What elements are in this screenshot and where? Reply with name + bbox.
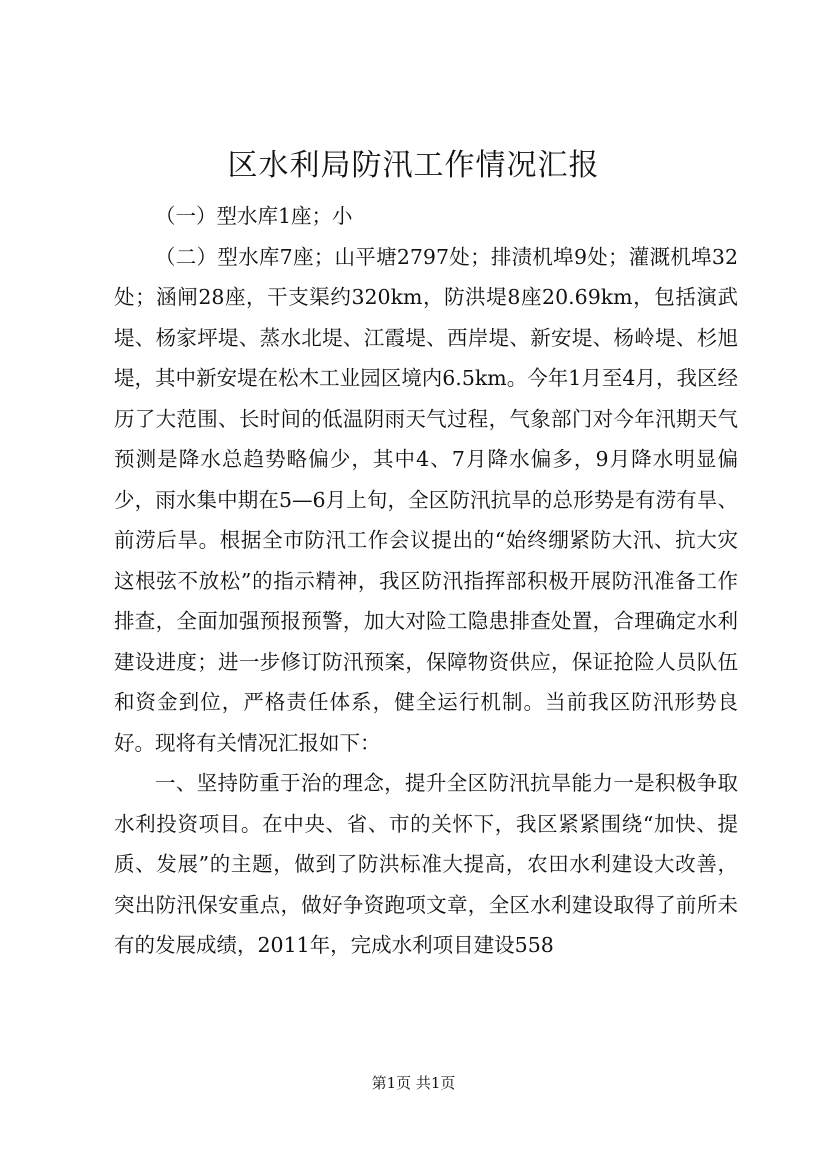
document-body xyxy=(114,196,738,966)
paragraph-2: （二）型水库7座；山平塘2797处；排渍机埠9处；灌溉机埠32处；涵闸28座，干支渠约320km，防洪堤8座20.69km，包括演武堤、杨家坪堤、蒸水北堤、江霞堤、西岸堤、新安堤、杨岭堤、杉旭堤，其中新安堤在松木工业园区境内6.5km。今年1月至4月，我区经历了大范围、长时间的低温阴雨天气过程，气象部门对今年汛期天气预测是降水总趋势略偏少，其中4、7月降水偏多，9月降水明显偏少，雨水集中期在5—6月上旬，全区防汛抗旱的总形势是有涝有旱、前涝后旱。根据全市防汛工作会议提出的“始终绷紧防大汛、抗大灾这根弦不放松”的指示精神，我区防汛指挥部积极开展防汛准备工作排查，全面加强预报预警，加大对险工隐患排查处置，合理确定水利建设进度；进一步修订防汛预案，保障物资供应，保证抢险人员队伍和资金到位，严格责任体系，健全运行机制。当前我区防汛形势良好。现将有关情况汇报如下： xyxy=(114,244,738,755)
paragraph-3: 一、坚持防重于治的理念，提升全区防汛抗旱能力一是积极争取水利投资项目。在中央、省、市的关怀下，我区紧紧围绕“加快、提质、发展”的主题，做到了防洪标准大提高，农田水利建设大改善，突出防汛保安重点，做好争资跑项文章，全区水利建设取得了前所未有的发展成绩，2011年，完成水利项目建设558 xyxy=(114,771,738,957)
document-title: 区水利局防汛工作情况汇报 xyxy=(227,148,600,183)
paragraph-1: （一）型水库1座；小 xyxy=(155,204,353,228)
page-footer: 第1页 共1页 xyxy=(371,1074,456,1092)
